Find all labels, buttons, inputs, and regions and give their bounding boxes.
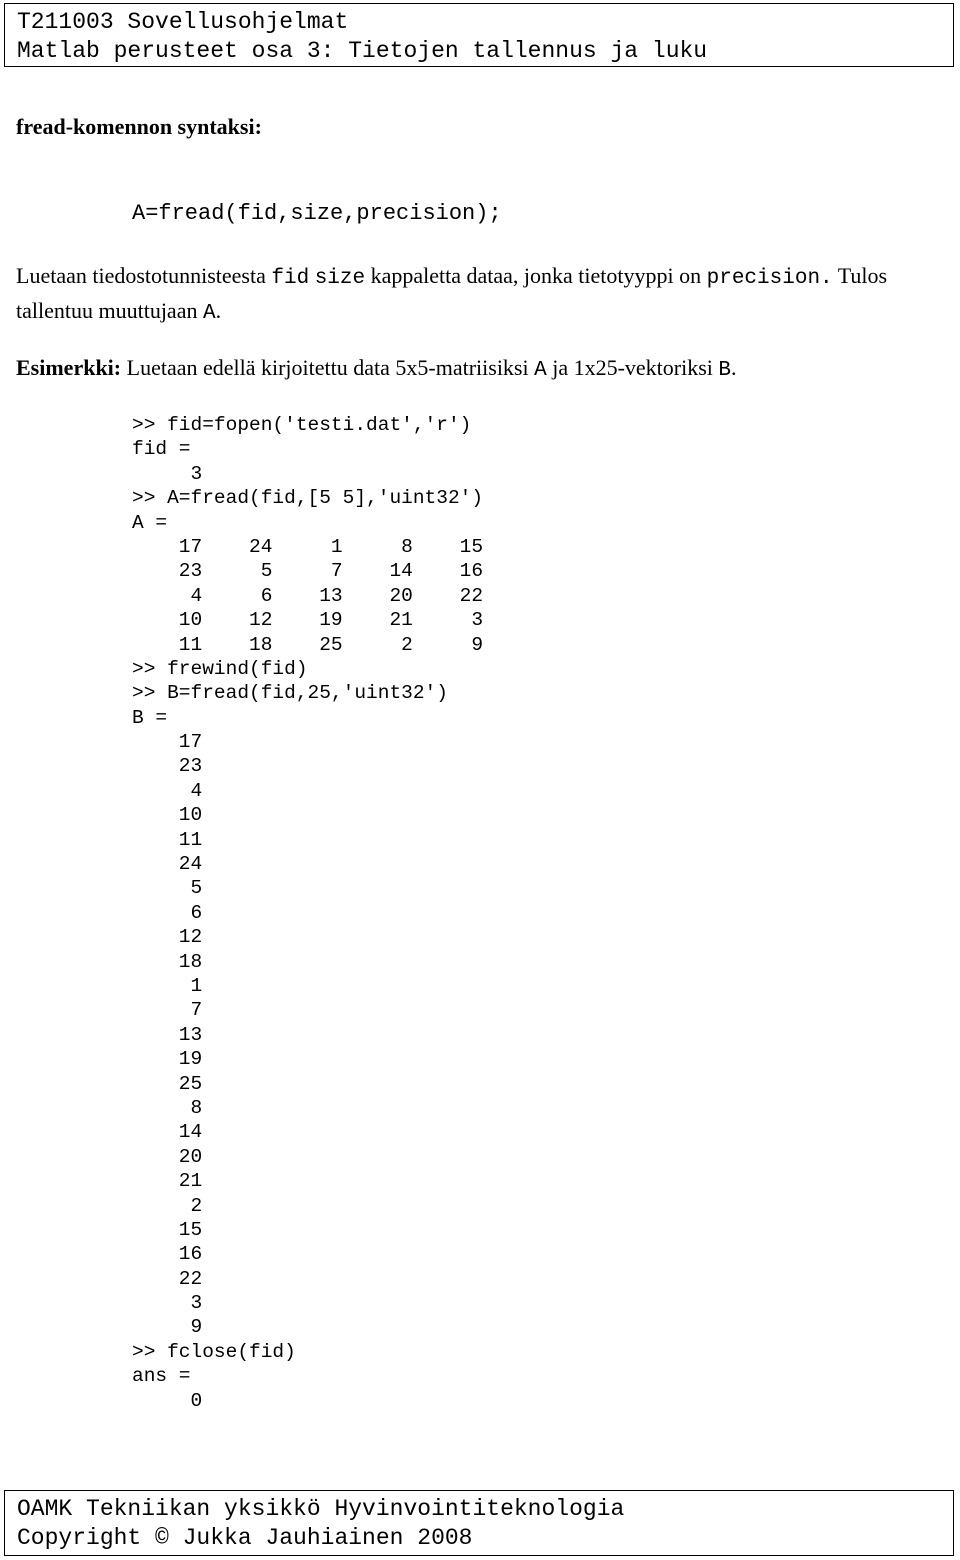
console-line: >> A=fread(fid,[5 5],'uint32') xyxy=(132,487,484,510)
example-text-1: Luetaan edellä kirjoitettu data 5x5-matriisiksi xyxy=(121,355,535,380)
syntax-line: A=fread(fid,size,precision); xyxy=(132,201,502,226)
console-line: 10 xyxy=(132,804,203,827)
course-title: T211003 Sovellusohjelmat xyxy=(17,9,349,35)
console-line: 18 xyxy=(132,950,203,973)
example-text-2: ja 1x25-vektoriksi xyxy=(546,355,719,380)
console-line: 3 xyxy=(132,462,203,485)
console-line: 14 xyxy=(132,1121,203,1144)
console-line: 17 xyxy=(132,731,203,754)
code-fid: fid xyxy=(271,267,310,290)
document-subtitle: Matlab perusteet osa 3: Tietojen tallennus ja luku xyxy=(17,38,708,64)
page-footer xyxy=(4,1490,954,1556)
console-line: 21 xyxy=(132,1170,203,1193)
console-line: 17 24 1 8 15 xyxy=(132,535,484,558)
console-line: 1 xyxy=(132,974,203,997)
description-text-2: kappaletta dataa, jonka tietotyyppi on xyxy=(365,263,707,288)
console-line: A = xyxy=(132,511,168,534)
console-line: 13 xyxy=(132,1023,203,1046)
matlab-console-output xyxy=(132,413,483,1413)
description-end: . xyxy=(215,298,222,323)
console-line: 16 xyxy=(132,1243,203,1266)
console-line: >> fid=fopen('testi.dat','r') xyxy=(132,414,472,436)
code-size: size xyxy=(314,267,366,290)
footer-copyright: Copyright © Jukka Jauhiainen 2008 xyxy=(17,1525,473,1551)
console-line: 6 xyxy=(132,901,203,924)
section-heading: fread-komennon syntaksi: xyxy=(16,114,262,139)
console-line: ans = xyxy=(132,1365,191,1388)
code-var-a: A xyxy=(202,302,216,325)
console-line: 11 18 25 2 9 xyxy=(132,633,484,656)
console-line: 23 5 7 14 16 xyxy=(132,560,484,583)
console-line: 5 xyxy=(132,877,203,900)
console-line: 0 xyxy=(132,1389,203,1412)
console-line: 12 xyxy=(132,926,203,949)
console-line: 23 xyxy=(132,755,203,778)
example-paragraph xyxy=(16,352,946,387)
console-line: >> fclose(fid) xyxy=(132,1340,296,1363)
console-line: >> frewind(fid) xyxy=(132,657,308,680)
console-line: 2 xyxy=(132,1194,203,1217)
console-line: 24 xyxy=(132,853,203,876)
description-text-3: Tulos tallentuu muuttujaan xyxy=(16,263,888,323)
console-line: 25 xyxy=(132,1072,203,1095)
example-var-a: A xyxy=(534,359,547,382)
console-line: >> B=fread(fid,25,'uint32') xyxy=(132,682,448,705)
description-paragraph xyxy=(16,260,946,330)
console-line: 20 xyxy=(132,1145,203,1168)
console-line: 4 6 13 20 22 xyxy=(132,584,484,607)
example-label: Esimerkki: xyxy=(16,355,122,380)
description-text-1: Luetaan tiedostotunnisteesta xyxy=(16,263,272,288)
page-header xyxy=(4,3,954,67)
console-line: 15 xyxy=(132,1218,203,1241)
console-line: 9 xyxy=(132,1316,203,1339)
console-line: 8 xyxy=(132,1096,203,1119)
example-end: . xyxy=(731,355,737,380)
console-line: 11 xyxy=(132,828,203,851)
console-line: B = xyxy=(132,706,168,729)
console-line: 7 xyxy=(132,999,203,1022)
console-line: 22 xyxy=(132,1267,203,1290)
code-precision: precision. xyxy=(706,267,833,290)
example-var-b: B xyxy=(718,359,732,382)
console-line: 19 xyxy=(132,1048,203,1071)
console-line: 4 xyxy=(132,779,203,802)
console-line: 10 12 19 21 3 xyxy=(132,609,484,632)
console-line: 3 xyxy=(132,1292,203,1315)
footer-institution: OAMK Tekniikan yksikkö Hyvinvointiteknologia xyxy=(17,1496,625,1522)
console-line: fid = xyxy=(132,438,191,461)
